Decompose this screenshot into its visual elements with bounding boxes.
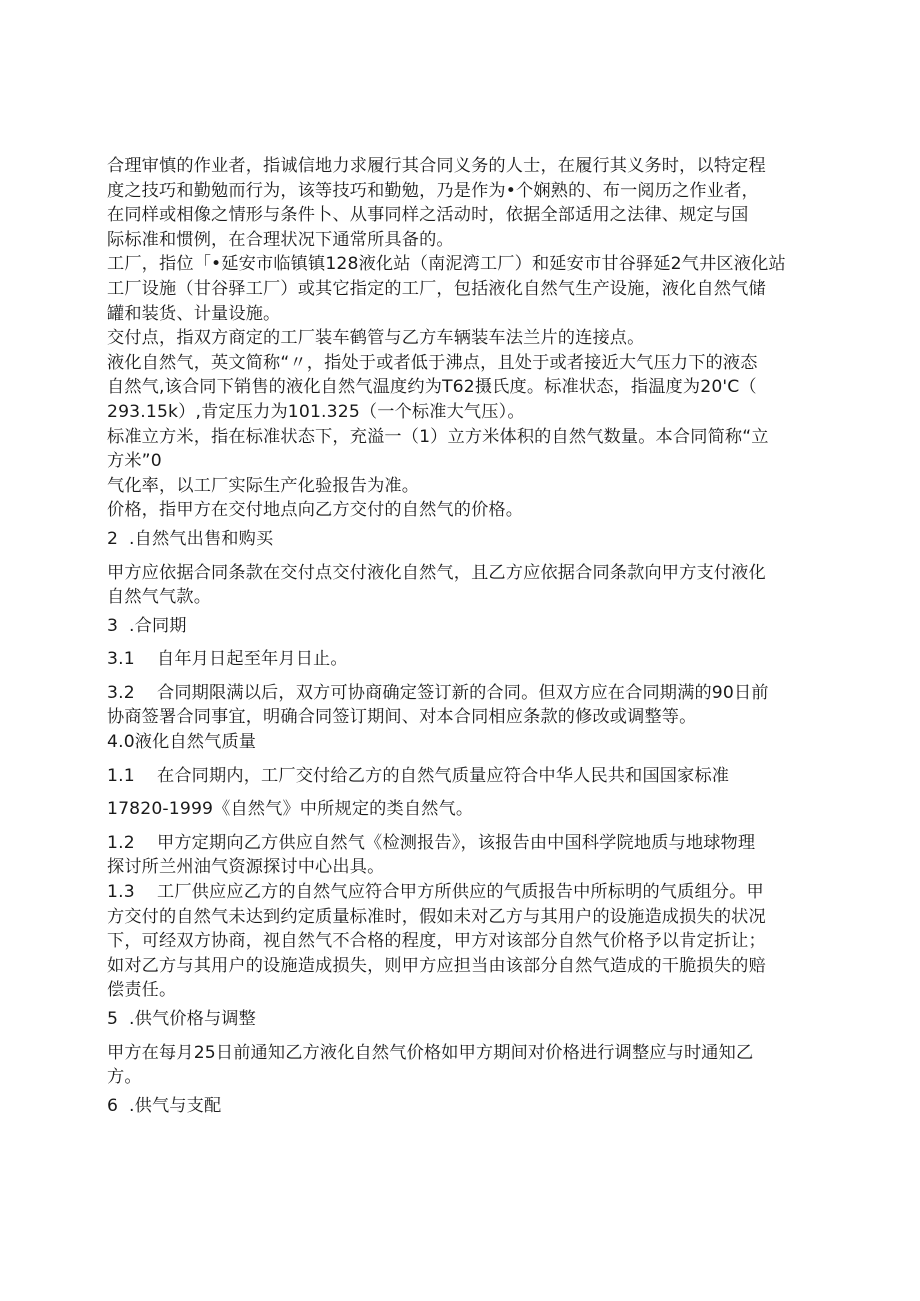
- clause-3-2: [107, 681, 815, 730]
- section-heading-6: [107, 1094, 815, 1119]
- text-line: 工厂设施（甘谷驿工厂）或其它指定的工厂，包括液化自然气生产设施，液化自然气储: [107, 278, 766, 299]
- definition-standard-cubic-meter: [107, 425, 815, 474]
- text-line: 自然气,该合同下销售的液化自然气温度约为T62摄氏度。标准状态，指温度为20'C（: [107, 377, 757, 398]
- text-line: 下，可经双方协商，视自然气不合格的程度，甲方对该部分自然气价格予以肯定折让；: [107, 931, 766, 952]
- text-line: 甲方定期向乙方供应自然气《检测报告》，该报告由中国科学院地质与地球物理: [157, 832, 756, 853]
- text-line: 293.15k）,肯定压力为101.325（一个标准大气压）。: [107, 401, 525, 422]
- text-line: 甲方在每月25日前通知乙方液化自然气价格如甲方期间对价格进行调整应与时通知乙: [107, 1042, 754, 1063]
- section-number: 2: [107, 528, 119, 549]
- text-line: 甲方应依据合同条款在交付点交付液化自然气，且乙方应依据合同条款向甲方支付液化: [107, 562, 766, 583]
- text-line: 在合同期内，工厂交付给乙方的自然气质量应符合中华人民共和国国家标准: [157, 765, 730, 786]
- text-line: 17820-1999《自然气》中所规定的类自然气。: [107, 799, 474, 820]
- definition-prudent-operator: [107, 154, 815, 252]
- text-line: 协商签署合同事宜，明确合同签订期间、对本合同相应条款的修改或调整等。: [107, 707, 697, 728]
- clause-4-1: [107, 764, 815, 789]
- section-title: .合同期: [129, 615, 187, 636]
- text-line: 合同期限满以后，双方可协商确定签订新的合同。但双方应在合同期满的90日前: [157, 682, 769, 703]
- text-line: 价格，指甲方在交付地点向乙方交付的自然气的价格。: [107, 500, 524, 521]
- text-line: 合理审慎的作业者，指诚信地力求履行其合同义务的人士，在履行其义务时，以特定程: [107, 156, 766, 176]
- text-line: 际标准和惯例，在合理状况下通常所具备的。: [107, 229, 454, 250]
- section-title: .供气价格与调整: [129, 1009, 256, 1029]
- section-title: .供气与支配: [129, 1095, 222, 1116]
- text-line: 气化率，以工厂实际生产化验报告为准。: [107, 475, 420, 496]
- sale-purchase-paragraph: [107, 561, 815, 610]
- clause-number: 1.2: [107, 832, 135, 853]
- clause-number: 3.1: [107, 649, 135, 670]
- definition-lng: [107, 351, 815, 425]
- text-line: 工厂供应应乙方的自然气应符合甲方所供应的气质报告中所标明的气质组分。甲: [157, 882, 764, 903]
- section-number: 5: [107, 1009, 119, 1029]
- text-line: 方。: [107, 1067, 142, 1088]
- price-adjustment-paragraph: [107, 1041, 815, 1090]
- text-line: 探讨所兰州油气资源探讨中心出具。: [107, 857, 385, 878]
- definition-delivery-point: [107, 326, 815, 351]
- section-number: 3: [107, 615, 119, 636]
- text-line: 交付点，指双方商定的工厂装车鹤管与乙方车辆装车法兰片的连接点。: [107, 328, 645, 349]
- text-line: 偿责任。: [107, 980, 177, 1001]
- definition-gasification-rate: [107, 474, 815, 499]
- clause-4-3: [107, 880, 815, 1003]
- clause-number: 3.2: [107, 682, 135, 703]
- clause-number: 1.1: [107, 765, 135, 786]
- section-heading-3: [107, 614, 815, 639]
- text-line: 度之技巧和勤勉而行为，该等技巧和勤勉，乃是作为•个娴熟的、布一阅历之作业者，: [107, 180, 759, 201]
- section-title: 4.0液化自然气质量: [107, 732, 257, 753]
- definition-price: [107, 498, 815, 523]
- section-heading-4: [107, 730, 815, 755]
- text-line: 工厂，指位「•延安市临镇镇128液化站（南泥湾工厂）和延安市甘谷驿延2气井区液化站: [107, 254, 786, 275]
- definition-plant: [107, 252, 815, 326]
- text-line: 自然气气款。: [107, 587, 212, 608]
- text-line: 自年月日起至年月日止。: [157, 649, 348, 670]
- text-line: 标准立方米，指在标准状态下，充溢一（1）立方米体积的自然气数量。本合同简称“立: [107, 426, 769, 447]
- section-number: 6: [107, 1095, 119, 1116]
- section-heading-5: [107, 1007, 815, 1032]
- clause-3-1: [107, 647, 815, 672]
- text-line: 罐和装货、计量设施。: [107, 303, 281, 324]
- clause-4-1-continued: [107, 797, 815, 822]
- text-line: 如对乙方与其用户的设施造成损失，则甲方应担当由该部分自然气造成的干脆损失的赔: [107, 955, 766, 976]
- text-line: 方交付的自然气未达到约定质量标准时，假如未对乙方与其用户的设施造成损失的状况: [107, 906, 766, 927]
- text-line: 方米”0: [107, 451, 162, 472]
- clause-4-2: [107, 831, 815, 880]
- section-title: .自然气出售和购买: [129, 528, 274, 549]
- clause-number: 1.3: [107, 882, 135, 903]
- text-line: 液化自然气，英文简称“〃，指处于或者低于沸点，且处于或者接近大气压力下的液态: [107, 352, 758, 373]
- section-heading-2: [107, 527, 815, 552]
- document-page: [107, 154, 815, 1118]
- text-line: 在同样或相像之情形与条件卜、从事同样之活动时，依据全部适用之法律、规定与国: [107, 205, 749, 226]
